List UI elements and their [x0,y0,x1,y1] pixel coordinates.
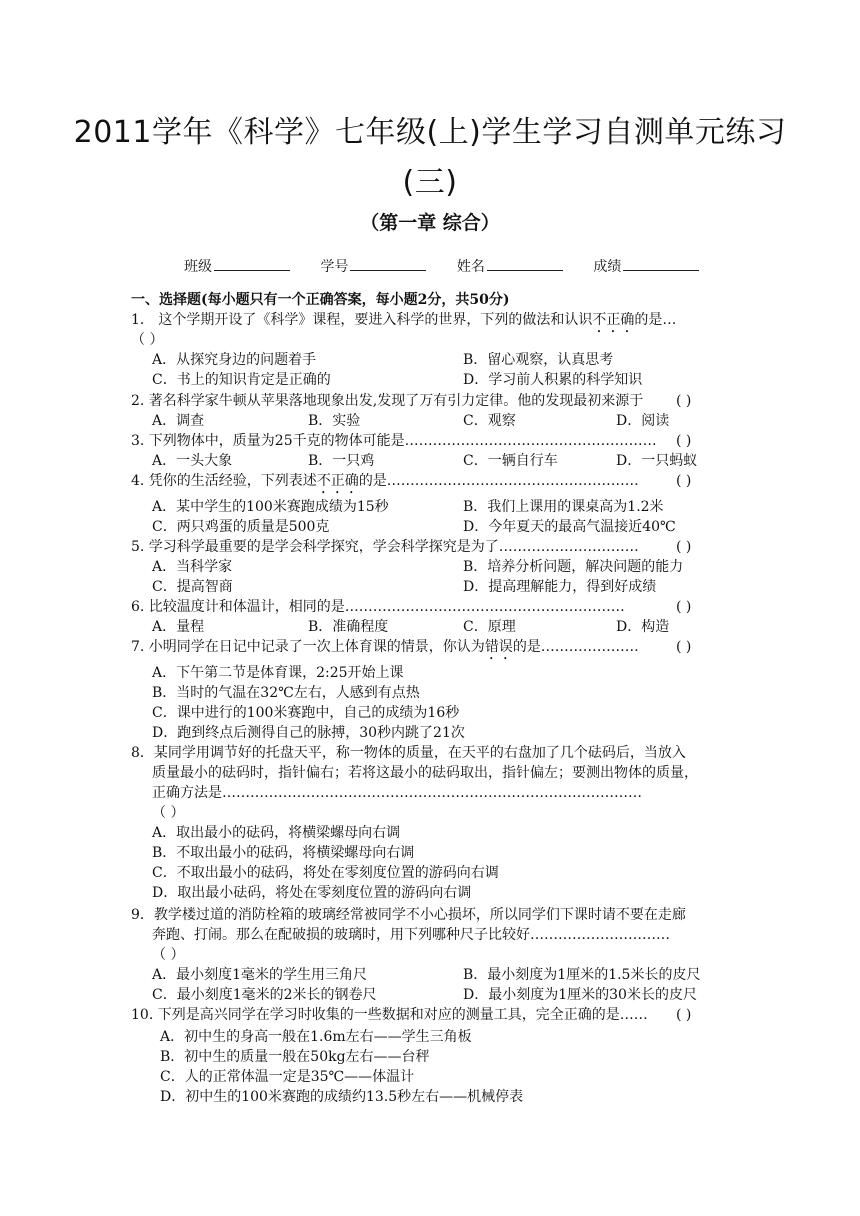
question-4 [131,471,639,497]
q4-option-b[interactable]: B．我们上课用的课桌高为1.2米 [463,499,664,515]
q1-text: 1． 这个学期开设了《科学》课程，要进入科学的世界，下列的做法和认识 [131,312,593,328]
q4-text-end: 的是……………………………………………… [358,473,639,489]
q3-option-a[interactable]: A．一头大象 [152,453,233,469]
q7-answer-blank[interactable]: ( ) [676,639,692,655]
question-9-line-2: 奔跑、打闹。那么在配破损的玻璃时，用下列哪种尺子比较好………………………… [152,927,670,943]
question-8-line-2: 质量最小的砝码时，指针偏右；若将这最小的砝码取出，指针偏左；要测出物体的质量， [152,765,698,781]
question-5: 5. 学习科学最重要的是学会科学探究，学会科学探究是为了………………………… [131,539,639,555]
number-label: 学号 [320,259,349,275]
q4-option-d[interactable]: D．今年夏天的最高气温接近40℃ [463,519,676,535]
number-field[interactable] [320,256,426,276]
q1-text-end: 的是… [634,312,677,328]
q9-option-d[interactable]: D．最小刻度为1厘米的30米长的皮尺 [463,987,697,1003]
q8-option-c[interactable]: C．不取出最小的砝码，将处在零刻度位置的游码向右调 [152,865,499,881]
q7-option-c[interactable]: C．课中进行的100米赛跑中，自己的成绩为16秒 [152,705,460,721]
q8-answer-blank[interactable]: （ ） [152,805,185,821]
class-label: 班级 [184,259,212,275]
name-field[interactable] [457,256,563,276]
name-blank[interactable] [487,258,563,271]
q6-answer-blank[interactable]: ( ) [676,599,692,615]
q2-option-c[interactable]: C．观察 [463,413,516,429]
q8-option-d[interactable]: D．取出最小砝码，将处在零刻度位置的游码向右调 [152,885,472,901]
q9-option-c[interactable]: C．最小刻度1毫米的2米长的钢卷尺 [152,987,377,1003]
question-10: 10. 下列是高兴同学在学习时收集的一些数据和对应的测量工具，完全正确的是…… [131,1007,648,1023]
q4-emphasis: 不正确 [316,473,359,489]
q1-emphasis: 不正确 [592,312,635,328]
q7-option-d[interactable]: D．跑到终点后测得自己的脉搏，30秒内跳了21次 [152,725,465,741]
q4-text: 4. 凭你的生活经验，下列表述 [131,473,317,489]
q8-option-b[interactable]: B．不取出最小的砝码，将横梁螺母向右调 [152,845,415,861]
question-7 [131,637,639,663]
q7-text-end: 的是………………… [512,639,639,655]
question-8-line-1: 8．某同学用调节好的托盘天平，称一物体的质量，在天平的右盘加了几个砝码后，当放入 [131,745,686,761]
q6-option-b[interactable]: B．准确程度 [308,619,389,635]
q7-emphasis: 错误 [484,639,513,655]
q3-option-d[interactable]: D．一只蚂蚁 [616,453,698,469]
q1-answer-blank[interactable]: （ ） [131,332,164,348]
q1-option-a[interactable]: A．从探究身边的问题着手 [152,352,317,368]
q5-option-d[interactable]: D．提高理解能力，得到好成绩 [463,579,657,595]
q9-option-a[interactable]: A．最小刻度1毫米的学生用三角尺 [152,967,368,983]
q1-option-c[interactable]: C．书上的知识肯定是正确的 [152,372,331,388]
q4-option-a[interactable]: A．某中学生的100米赛跑成绩为15秒 [152,499,389,515]
student-info-row [184,256,725,276]
score-blank[interactable] [623,258,699,271]
q10-option-c[interactable]: C．人的正常体温一定是35℃——体温计 [160,1069,415,1085]
q2-option-a[interactable]: A．调查 [152,413,205,429]
page-title: 2011学年《科学》七年级(上)学生学习自测单元练习 [73,115,787,150]
q5-option-a[interactable]: A．当科学家 [152,559,233,575]
q9-answer-blank[interactable]: （ ） [152,947,185,963]
q2-answer-blank[interactable]: ( ) [676,393,692,409]
q4-option-c[interactable]: C．两只鸡蛋的质量是500克 [152,519,330,535]
question-3: 3. 下列物体中，质量为25千克的物体可能是……………………………………………… [131,433,657,449]
score-field[interactable] [593,256,699,276]
q6-option-d[interactable]: D．构造 [616,619,670,635]
q5-option-c[interactable]: C．提高智商 [152,579,233,595]
q5-option-b[interactable]: B．培养分析问题，解决问题的能力 [463,559,684,575]
q7-option-b[interactable]: B．当时的气温在32℃左右，人感到有点热 [152,685,420,701]
q8-option-a[interactable]: A．取出最小的砝码，将横梁螺母向右调 [152,825,401,841]
q10-option-d[interactable]: D．初中生的100米赛跑的成绩约13.5秒左右——机械停表 [160,1089,524,1105]
q7-text: 7. 小明同学在日记中记录了一次上体育课的情景，你认为 [131,639,485,655]
question-9-line-1: 9．教学楼过道的消防栓箱的玻璃经常被同学不小心损坏，所以同学们下课时请不要在走廊 [131,907,686,923]
class-field[interactable] [184,256,290,276]
q1-option-d[interactable]: D．学习前人积累的科学知识 [463,372,643,388]
q10-answer-blank[interactable]: ( ) [676,1007,692,1023]
chapter-subtitle: （第一章 综合） [360,212,500,234]
q4-answer-blank[interactable]: ( ) [676,473,692,489]
q9-option-b[interactable]: B．最小刻度为1厘米的1.5米长的皮尺 [463,967,701,983]
score-label: 成绩 [593,259,622,275]
q3-answer-blank[interactable]: ( ) [676,433,692,449]
section-heading: 一、选择题(每小题只有一个正确答案，每小题2分，共50分) [131,292,510,308]
q3-option-c[interactable]: C．一辆自行车 [463,453,558,469]
q7-option-a[interactable]: A．下午第二节是体育课，2:25开始上课 [152,665,404,681]
q6-option-c[interactable]: C．原理 [463,619,516,635]
question-1 [131,310,676,336]
question-8-line-3: 正确方法是……………………………………………………………………………… [152,785,642,801]
name-label: 姓名 [456,259,485,275]
q6-option-a[interactable]: A．量程 [152,619,205,635]
q2-option-d[interactable]: D．阅读 [616,413,670,429]
q2-option-b[interactable]: B．实验 [308,413,361,429]
q10-option-a[interactable]: A．初中生的身高一般在1.6m左右——学生三角板 [160,1029,472,1045]
q10-option-b[interactable]: B．初中生的质量一般在50kg左右——台秤 [160,1049,430,1065]
q3-option-b[interactable]: B．一只鸡 [308,453,375,469]
number-blank[interactable] [350,258,426,271]
question-2: 2. 著名科学家牛顿从苹果落地现象出发,发现了万有引力定律。他的发现最初来源于 [131,393,644,409]
question-6: 6. 比较温度计和体温计，相同的是…………………………………………………… [131,599,625,615]
q5-answer-blank[interactable]: ( ) [676,539,692,555]
q1-option-b[interactable]: B．留心观察，认真思考 [463,352,614,368]
class-blank[interactable] [214,258,290,271]
page-title-number: (三) [402,165,458,200]
